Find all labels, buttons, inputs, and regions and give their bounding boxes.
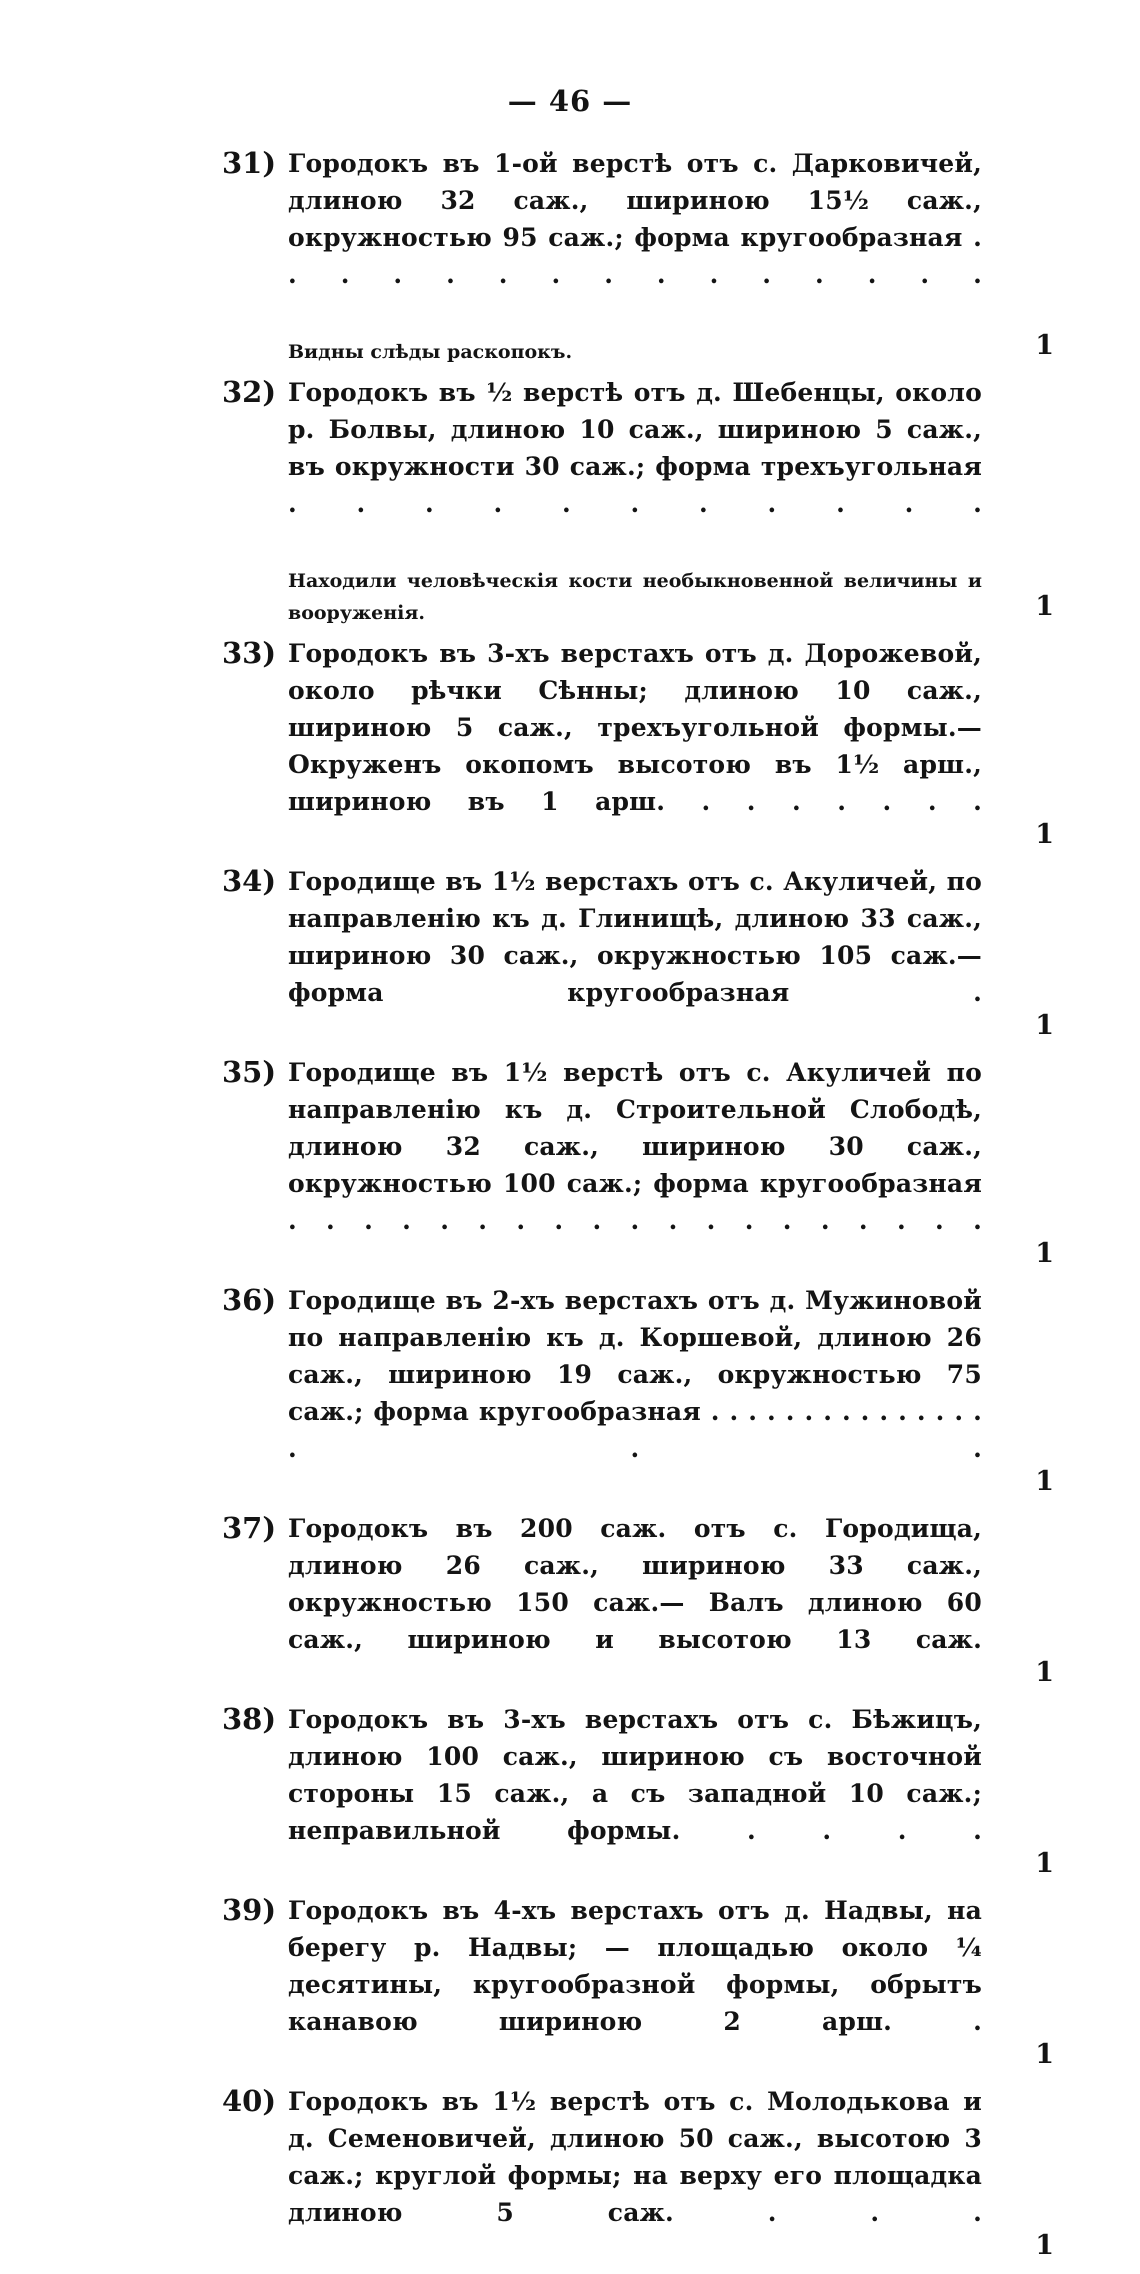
entry-number: 31): [222, 146, 277, 180]
entry-text: Городокъ въ 4-хъ верстахъ отъ д. Надвы, на берегу р. Надвы; — площадью около ¼ десятины, кругообразной формы, обрытъ канавою шириною 2 арш. .: [288, 1896, 982, 2036]
entry-text: Городокъ въ ½ верстѣ отъ д. Шебенцы, около р. Болвы, длиною 10 саж., шириною 5 саж., въ окружности 30 саж.; форма трехъугольная . . . . . . . . . . .: [288, 378, 982, 518]
entry-text: Городище въ 1½ верстахъ отъ с. Акуличей, по направленію къ д. Глинищѣ, длиною 33 саж., шириною 30 саж., окружностью 105 саж.—форма кругообразная .: [288, 867, 982, 1007]
entry-count: 1: [1035, 330, 1054, 361]
entry-text: Городокъ въ 3-хъ верстахъ отъ с. Бѣжицъ, длиною 100 саж., шириною съ восточной стороны 15 саж., а съ западной 10 саж.; неправильной формы. . . . .: [288, 1705, 982, 1845]
entry-32: [222, 374, 1054, 629]
entry-number: 38): [222, 1702, 277, 1736]
entry-count: 1: [1035, 1238, 1054, 1269]
entry-count: 1: [1035, 591, 1054, 622]
entry-31: [222, 145, 1054, 368]
entry-37: [222, 1510, 1054, 1695]
entry-number: 33): [222, 636, 277, 670]
entry-34: [222, 863, 1054, 1048]
entry-35: [222, 1054, 1054, 1276]
entry-count: 1: [1035, 1848, 1054, 1879]
entry-count: 1: [1035, 1657, 1054, 1688]
entry-count: 1: [1035, 819, 1054, 850]
entry-count: 1: [1035, 1010, 1054, 1041]
entry-count: 1: [1035, 2039, 1054, 2070]
entry-number: 39): [222, 1893, 277, 1927]
entry-38: [222, 1701, 1054, 1886]
entry-number: 40): [222, 2084, 277, 2118]
entry-number: 37): [222, 1511, 277, 1545]
page-number: — 46 —: [507, 84, 633, 118]
entry-number: 32): [222, 375, 277, 409]
entry-note: Видны слѣды раскопокъ.: [288, 341, 573, 363]
entry-note: Находили человѣческія кости необыкновенной величины и вооруженія.: [288, 570, 982, 624]
entry-count: 1: [1035, 1466, 1054, 1497]
entry-text: Городокъ въ 1-ой верстѣ отъ с. Дарковичей, длиною 32 саж., шириною 15½ саж., окружностью 95 саж.; форма кругообразная . . . . . . . . . . . . . . .: [288, 149, 982, 289]
entry-33: [222, 635, 1054, 857]
entry-number: 36): [222, 1283, 277, 1317]
entry-text: Городокъ въ 1½ верстѣ отъ с. Молодькова и д. Семеновичей, длиною 50 саж., высотою 3 саж.; круглой формы; на верху его площадка длиною 5 саж. . . .: [288, 2087, 982, 2227]
entry-count: 1: [1035, 2230, 1054, 2261]
entry-text: Городище въ 2-хъ верстахъ отъ д. Мужиновой по направленію къ д. Коршевой, длиною 26 саж., шириною 19 саж., окружностью 75 саж.; форма кругообразная . . . . . . . . . . . . . . . . . .: [288, 1286, 982, 1463]
entry-number: 35): [222, 1055, 277, 1089]
entry-39: [222, 1892, 1054, 2077]
entry-text: Городокъ въ 200 саж. отъ с. Городища, длиною 26 саж., шириною 33 саж., окружностью 150 саж.— Валъ длиною 60 саж., шириною и высотою 13 саж.: [288, 1514, 982, 1654]
entry-text: Городокъ въ 3-хъ верстахъ отъ д. Дорожевой, около рѣчки Сѣнны; длиною 10 саж., шириною 5 саж., трехъугольной формы.—Окруженъ окопомъ высотою въ 1½ арш., шириною въ 1 арш. . . . . . . .: [288, 639, 982, 816]
entry-40: [222, 2083, 1054, 2268]
entry-text: Городище въ 1½ верстѣ отъ с. Акуличей по направленію къ д. Строительной Слободѣ, длиною 32 саж., шириною 30 саж., окружностью 100 саж.; форма кругообразная . . . . . . . . . . . . . . . . . . .: [288, 1058, 982, 1235]
entry-list: [222, 145, 1054, 2274]
entry-number: 34): [222, 864, 277, 898]
entry-36: [222, 1282, 1054, 1504]
